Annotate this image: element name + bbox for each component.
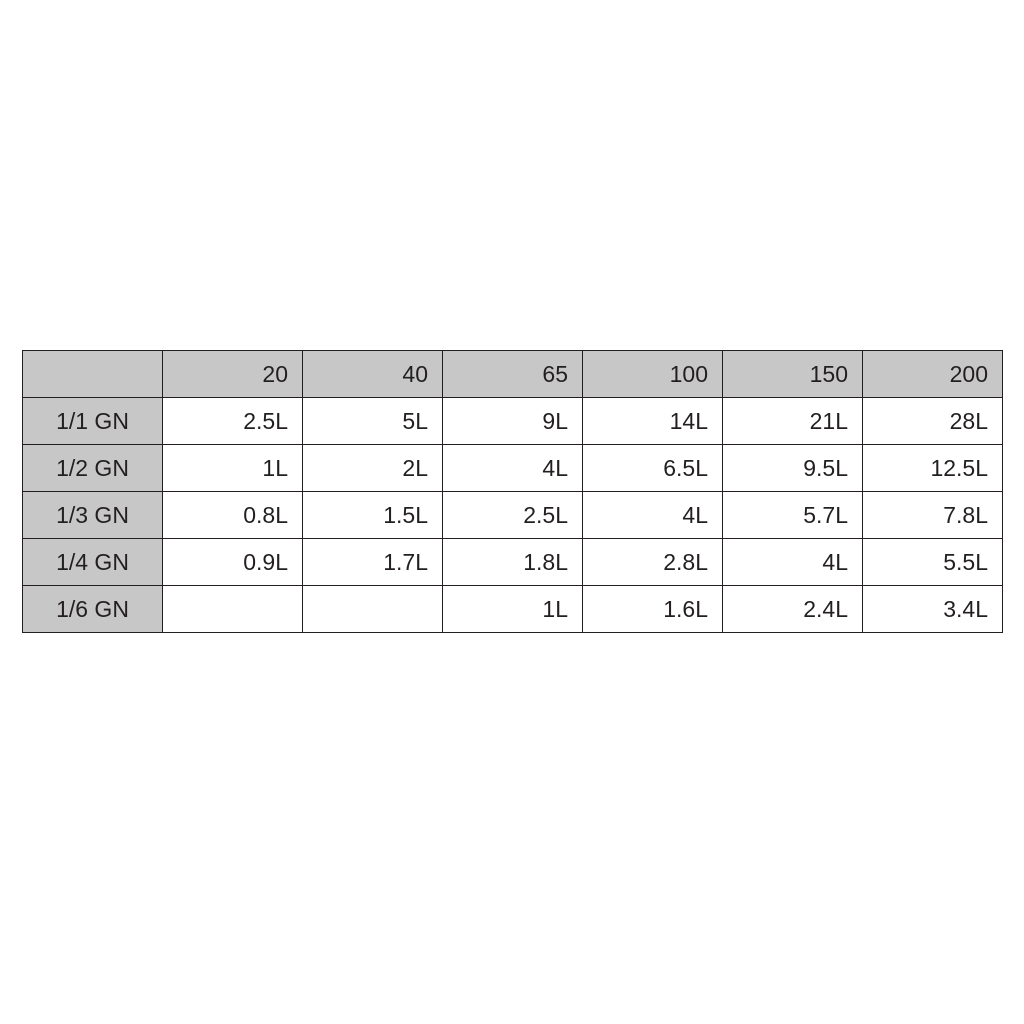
cell-1-6-gn-200: 3.4L [863,586,1003,633]
table-body [23,398,1003,633]
cell-1-2-gn-150: 9.5L [723,445,863,492]
cell-1-4-gn-40: 1.7L [303,539,443,586]
cell-1-3-gn-100: 4L [583,492,723,539]
table-row [23,539,1003,586]
column-header-depth-20: 20 [163,351,303,398]
table-header-row [23,351,1003,398]
row-header-1-4-gn: 1/4 GN [23,539,163,586]
cell-1-2-gn-65: 4L [443,445,583,492]
cell-1-6-gn-20 [163,586,303,633]
cell-1-6-gn-65: 1L [443,586,583,633]
column-header-depth-200: 200 [863,351,1003,398]
cell-1-3-gn-150: 5.7L [723,492,863,539]
table-row [23,398,1003,445]
cell-1-3-gn-200: 7.8L [863,492,1003,539]
cell-1-4-gn-20: 0.9L [163,539,303,586]
cell-1-1-gn-20: 2.5L [163,398,303,445]
table-row [23,445,1003,492]
cell-1-1-gn-150: 21L [723,398,863,445]
row-header-1-2-gn: 1/2 GN [23,445,163,492]
table-row [23,492,1003,539]
cell-1-1-gn-100: 14L [583,398,723,445]
table-header [23,351,1003,398]
column-header-depth-150: 150 [723,351,863,398]
cell-1-2-gn-200: 12.5L [863,445,1003,492]
cell-1-6-gn-40 [303,586,443,633]
row-header-1-1-gn: 1/1 GN [23,398,163,445]
table-row [23,586,1003,633]
capacity-table-container [22,350,1002,633]
column-header-depth-100: 100 [583,351,723,398]
cell-1-1-gn-200: 28L [863,398,1003,445]
cell-1-1-gn-65: 9L [443,398,583,445]
cell-1-4-gn-65: 1.8L [443,539,583,586]
cell-1-3-gn-20: 0.8L [163,492,303,539]
cell-1-2-gn-100: 6.5L [583,445,723,492]
cell-1-6-gn-100: 1.6L [583,586,723,633]
row-header-1-3-gn: 1/3 GN [23,492,163,539]
cell-1-2-gn-40: 2L [303,445,443,492]
cell-1-4-gn-100: 2.8L [583,539,723,586]
gn-capacity-table [22,350,1003,633]
row-header-1-6-gn: 1/6 GN [23,586,163,633]
cell-1-2-gn-20: 1L [163,445,303,492]
cell-1-6-gn-150: 2.4L [723,586,863,633]
cell-1-4-gn-150: 4L [723,539,863,586]
cell-1-4-gn-200: 5.5L [863,539,1003,586]
column-header-depth-65: 65 [443,351,583,398]
column-header-depth-40: 40 [303,351,443,398]
cell-1-3-gn-40: 1.5L [303,492,443,539]
cell-1-1-gn-40: 5L [303,398,443,445]
table-corner-cell [23,351,163,398]
cell-1-3-gn-65: 2.5L [443,492,583,539]
